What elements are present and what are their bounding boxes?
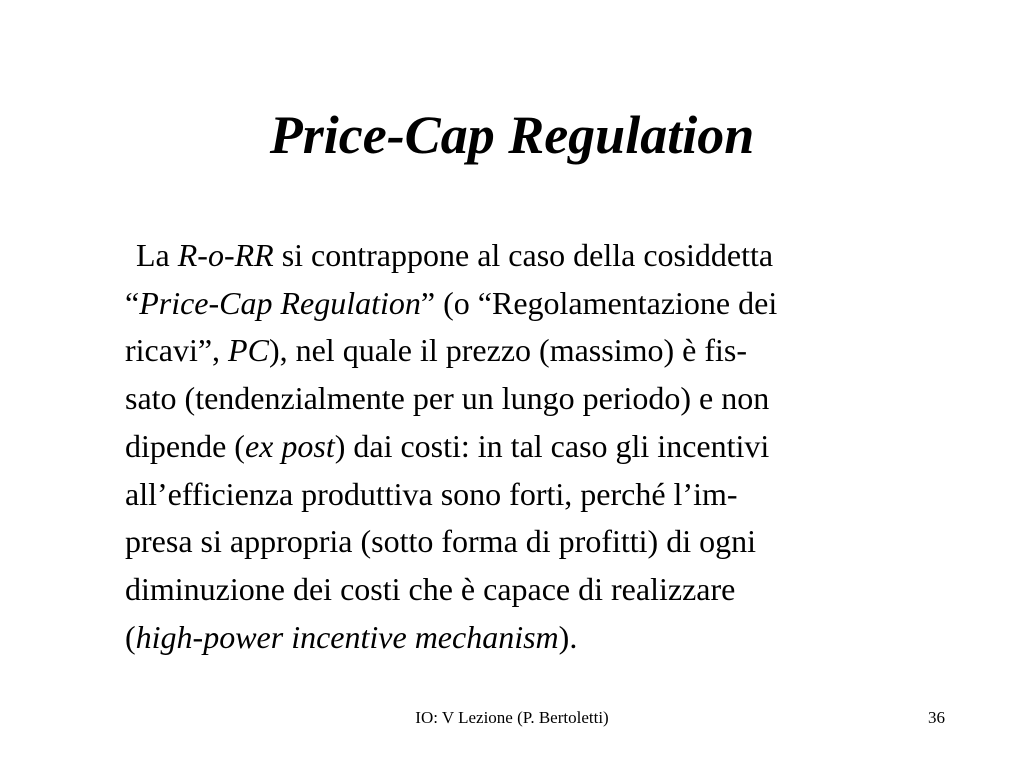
text-run: La — [136, 237, 178, 273]
text-run: all’efficienza produttiva sono forti, perché l’im- — [125, 475, 738, 512]
text-run: ), nel quale il prezzo (massimo) è fis- — [268, 332, 747, 369]
text-run: diminuzione dei costi che è capace di realizzare — [125, 570, 736, 607]
body-line — [125, 375, 945, 423]
text-run: ) dai costi: in tal caso gli incentivi — [334, 427, 770, 464]
text-run-italic: R-o-RR — [177, 237, 274, 273]
body-line — [125, 327, 945, 375]
text-run: si contrappone al caso della cosiddetta — [273, 237, 774, 273]
text-run: ( — [125, 618, 136, 655]
text-run-italic: ex post — [244, 427, 335, 464]
text-run: sato (tendenzialmente per un lungo periodo) e non — [125, 380, 770, 417]
slide-body — [125, 232, 945, 661]
text-run: ). — [558, 618, 578, 655]
text-run: ” (o “Regolamentazione dei — [420, 284, 778, 321]
text-run: presa si appropria (sotto forma di profitti) di ogni — [125, 523, 756, 560]
slide-number: 36 — [928, 708, 945, 727]
body-line — [125, 280, 945, 328]
text-run-italic: high-power incentive mechanism — [135, 618, 559, 655]
slide-title: Price-Cap Regulation — [269, 105, 755, 165]
body-line — [125, 518, 945, 566]
text-run: ricavi”, — [125, 332, 229, 369]
text-run-italic: Price-Cap Regulation — [139, 284, 421, 321]
text-run-italic: PC — [228, 332, 269, 369]
body-line — [125, 423, 945, 471]
body-line — [125, 566, 945, 614]
slide-footer: IO: V Lezione (P. Bertoletti) — [415, 708, 609, 727]
body-line — [125, 232, 945, 280]
body-line — [125, 614, 945, 662]
text-run: “ — [125, 284, 140, 321]
text-run: dipende ( — [125, 427, 245, 464]
body-line — [125, 471, 945, 519]
